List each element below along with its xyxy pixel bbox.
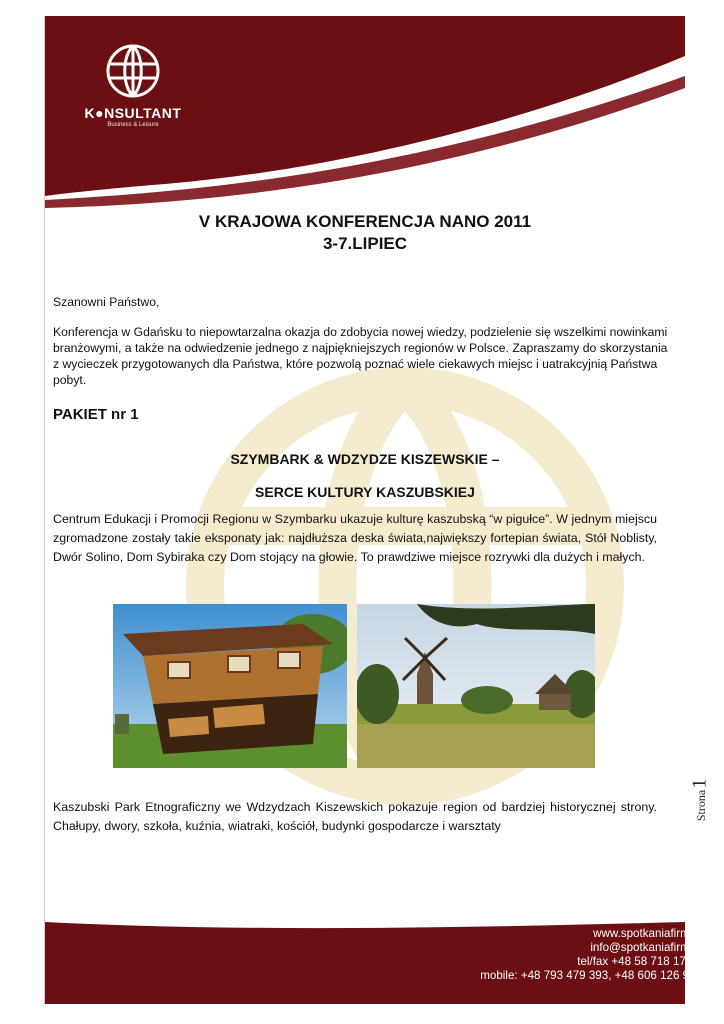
footer-brand: K●NSULTANT xyxy=(589,904,700,921)
footer-email[interactable]: info@spotkaniafirm.pl xyxy=(590,941,702,954)
package-paragraph-1: Centrum Edukacji i Promocji Regionu w Szymbarku ukazuje kulturę kaszubską “w pigułce”. W jednym miejscu zgromadzone zostały takie eksponaty jak: najdłuższa deska świata,największy fortepian świata, Stół Noblisty, Dwór Solino, Dom Sybiraka czy Dom stojący na głowie. To prawdziwe miejsce rozrywki dla dużych i małych. xyxy=(53,512,657,564)
greeting: Szanowni Państwo, xyxy=(53,295,160,309)
page-label: Strona xyxy=(694,789,709,822)
brand-logo xyxy=(73,42,193,152)
package-label: PAKIET nr 1 xyxy=(53,406,139,423)
package-subtitle-1: SZYMBARK & WDZYDZE KISZEWSKIE – xyxy=(230,451,500,467)
brand-tagline: Business & Leisure xyxy=(107,122,159,128)
footer-website[interactable]: www.spotkaniafirm.pl xyxy=(593,927,702,940)
document-page xyxy=(44,16,685,1004)
page-number: 1 xyxy=(688,778,711,789)
footer-mobile: mobile: +48 793 479 393, +48 606 126 989 xyxy=(480,969,702,982)
conference-date: 3-7.LIPIEC xyxy=(322,234,408,253)
package-subtitle-2: SERCE KULTURY KASZUBSKIEJ xyxy=(255,484,475,500)
upside-down-house-photo xyxy=(113,604,347,768)
windmill-park-photo xyxy=(357,604,595,768)
globe-logo-icon xyxy=(104,42,162,100)
package-paragraph-2: Kaszubski Park Etnograficzny we Wdzydzach Kiszewskich pokazuje region od bardziej historycznej strony. Chałupy, dwory, szkoła, kuźnia, wiatraki, kościół, budynki gospodarcze i warsztaty xyxy=(53,800,657,833)
intro-paragraph: Konferencja w Gdańsku to niepowtarzalna okazja do zdobycia nowej wiedzy, podzielenie się wszelkimi nowinkami branżowymi, a także na odwiedzenie jednego z najpiękniejszych regionów w Polsce. Zapraszamy do skorzystania z wycieczek przygotowanych dla Państwa, które pozwolą poznać wiele ciekawych miejsc i uatrakcyjnią Państwa pobyt. xyxy=(53,325,668,387)
footer-contact xyxy=(480,927,702,983)
page-marker xyxy=(688,778,722,848)
brand-name: K●NSULTANT xyxy=(84,105,182,121)
footer-telfax: tel/fax +48 58 718 17 95 xyxy=(577,955,702,968)
conference-title: V KRAJOWA KONFERENCJA NANO 2011 xyxy=(198,212,532,231)
